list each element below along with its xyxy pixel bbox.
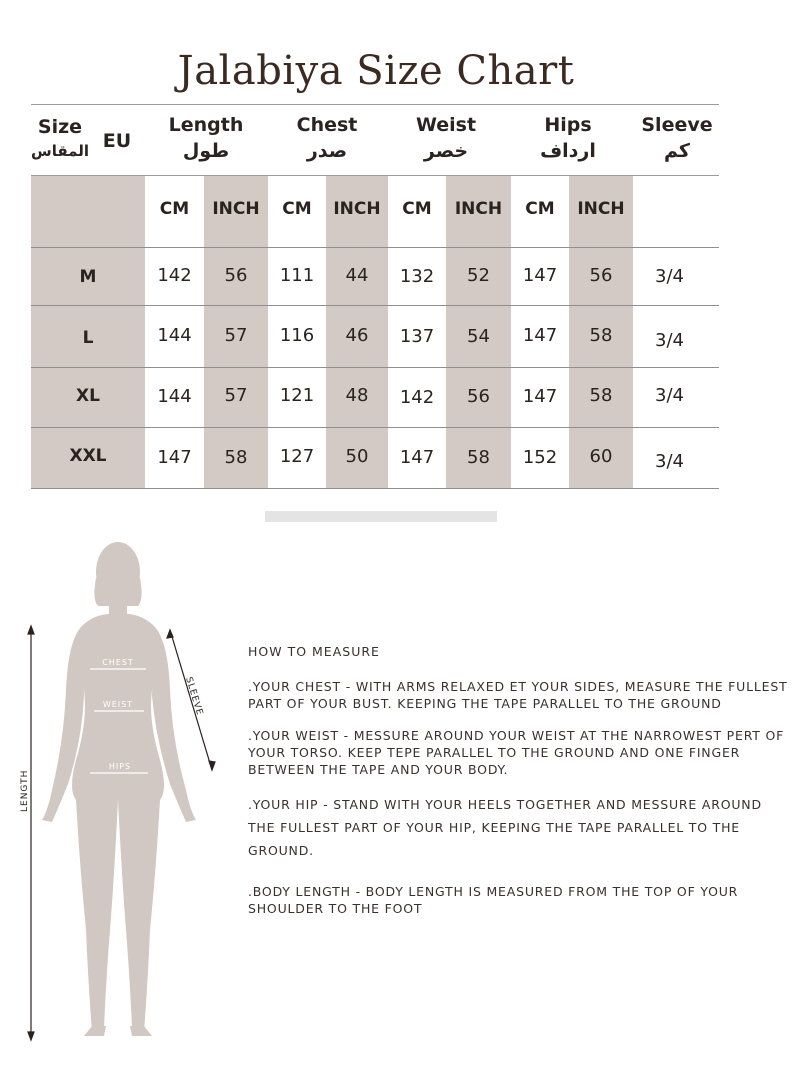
table-bottom-divider bbox=[31, 488, 719, 489]
weist-instructions: .YOUR WEIST - MESSURE AROUND YOUR WEIST AT THE NARROWEST PERT OF YOUR TORSO. KEEP TEPE PARALLEL TO THE GROUND AND ONE FINGER BETWEEN THE TAPE AND YOUR BODY. bbox=[248, 728, 785, 777]
sleeve-cell: 3/4 bbox=[655, 451, 684, 472]
horizontal-scrollbar[interactable] bbox=[265, 511, 497, 522]
weist-cm-cell: 132 bbox=[399, 266, 435, 287]
unit-length-inch: INCH bbox=[212, 199, 260, 219]
row-size-label: L bbox=[82, 328, 94, 348]
chest-cm-cell: 121 bbox=[279, 385, 315, 406]
unit-weist-inch: INCH bbox=[454, 199, 503, 219]
header-weist bbox=[400, 116, 492, 161]
header-hips-arabic: ارداف bbox=[540, 140, 596, 162]
weist-inch-cell: 56 bbox=[467, 386, 490, 407]
length-label: LENGTH bbox=[20, 769, 30, 812]
hips-inch-cell: 60 bbox=[589, 446, 613, 467]
sleeve-cell: 3/4 bbox=[655, 385, 684, 406]
chest-cm-cell: 116 bbox=[279, 325, 315, 346]
header-hips bbox=[522, 116, 614, 161]
chest-inch-cell: 46 bbox=[345, 325, 369, 346]
weist-cm-cell: 147 bbox=[399, 447, 435, 468]
chest-instructions: .YOUR CHEST - WITH ARMS RELAXED ET YOUR SIDES, MEASURE THE FULLEST PART OF YOUR BUST. KEEPING THE TAPE PARALLEL TO THE GROUND bbox=[248, 679, 788, 711]
weist-inch-cell: 58 bbox=[467, 447, 490, 468]
weist-label: WEIST bbox=[102, 700, 134, 709]
hip-instructions: .YOUR HIP - STAND WITH YOUR HEELS TOGETHER AND MESSURE AROUND THE FULLEST PART OF YOUR HIP, KEEPING THE TAPE PARALLEL TO THE GROUND. bbox=[248, 797, 762, 858]
hips-cm-cell: 152 bbox=[522, 447, 558, 468]
header-size bbox=[28, 118, 92, 159]
hips-cm-cell: 147 bbox=[522, 265, 558, 286]
row-size-label: XXL bbox=[69, 446, 107, 466]
hips-cm-cell: 147 bbox=[522, 325, 558, 346]
header-length-label: Length bbox=[168, 114, 244, 136]
weist-inch-cell: 52 bbox=[467, 265, 490, 286]
sleeve-cell: 3/4 bbox=[655, 330, 684, 351]
length-inch-cell: 57 bbox=[224, 385, 248, 406]
body-measurement-figure bbox=[0, 530, 240, 1050]
header-size-label: Size bbox=[37, 116, 83, 138]
how-to-measure-title: HOW TO MEASURE bbox=[248, 644, 380, 659]
unit-hips-cm: CM bbox=[525, 199, 555, 219]
chest-inch-cell: 50 bbox=[345, 446, 369, 467]
header-length bbox=[160, 116, 252, 161]
row-divider bbox=[31, 247, 719, 248]
chest-label: CHEST bbox=[102, 658, 134, 667]
row-divider bbox=[31, 305, 719, 306]
length-instructions: .BODY LENGTH - BODY LENGTH IS MEASURED FROM THE TOP OF YOUR SHOULDER TO THE FOOT bbox=[248, 884, 739, 916]
length-inch-cell: 57 bbox=[224, 325, 248, 346]
header-eu: EU bbox=[102, 130, 132, 152]
header-weist-arabic: خصر bbox=[423, 140, 469, 162]
unit-weist-cm: CM bbox=[402, 199, 432, 219]
length-arrow bbox=[28, 626, 34, 1040]
row-size-label: M bbox=[79, 267, 97, 287]
hips-cm-cell: 147 bbox=[522, 386, 558, 407]
header-sleeve-label: Sleeve bbox=[641, 114, 713, 136]
chest-cm-cell: 127 bbox=[279, 446, 315, 467]
header-sleeve bbox=[634, 116, 720, 161]
header-size-arabic: المقاس bbox=[31, 142, 89, 160]
header-weist-label: Weist bbox=[415, 114, 477, 136]
header-top-divider bbox=[31, 104, 719, 105]
chest-inch-cell: 44 bbox=[345, 265, 369, 286]
weist-cm-cell: 142 bbox=[399, 387, 435, 408]
row-size-label: XL bbox=[76, 386, 100, 406]
sleeve-cell: 3/4 bbox=[655, 266, 684, 287]
hips-inch-cell: 58 bbox=[589, 325, 613, 346]
header-chest-label: Chest bbox=[296, 114, 358, 136]
chest-cm-cell: 111 bbox=[279, 265, 315, 286]
header-length-arabic: طول bbox=[182, 140, 230, 162]
header-hips-label: Hips bbox=[544, 114, 592, 136]
unit-length-cm: CM bbox=[159, 199, 190, 219]
unit-chest-cm: CM bbox=[282, 199, 312, 219]
row-divider bbox=[31, 427, 719, 428]
length-cm-cell: 147 bbox=[157, 447, 192, 468]
length-cm-cell: 144 bbox=[157, 325, 192, 346]
sleeve-label: SLEEVE bbox=[183, 675, 205, 718]
chest-inch-cell: 48 bbox=[345, 385, 369, 406]
weist-cm-cell: 137 bbox=[399, 326, 435, 347]
unit-hips-inch: INCH bbox=[577, 199, 625, 219]
hips-inch-cell: 58 bbox=[589, 385, 613, 406]
header-chest-arabic: صدر bbox=[306, 140, 348, 162]
length-cm-cell: 142 bbox=[157, 265, 192, 286]
header-chest bbox=[281, 116, 373, 161]
hips-label: HIPS bbox=[108, 762, 132, 771]
weist-inch-cell: 54 bbox=[467, 326, 490, 347]
header-sleeve-arabic: كم bbox=[664, 140, 690, 162]
page-title: Jalabiya Size Chart bbox=[177, 48, 575, 94]
length-cm-cell: 144 bbox=[157, 386, 192, 407]
unit-chest-inch: INCH bbox=[333, 199, 381, 219]
body-silhouette bbox=[42, 542, 196, 1036]
size-table bbox=[31, 175, 719, 489]
length-inch-cell: 58 bbox=[224, 447, 248, 468]
row-divider bbox=[31, 367, 719, 368]
hips-inch-cell: 56 bbox=[589, 265, 613, 286]
length-inch-cell: 56 bbox=[224, 265, 248, 286]
